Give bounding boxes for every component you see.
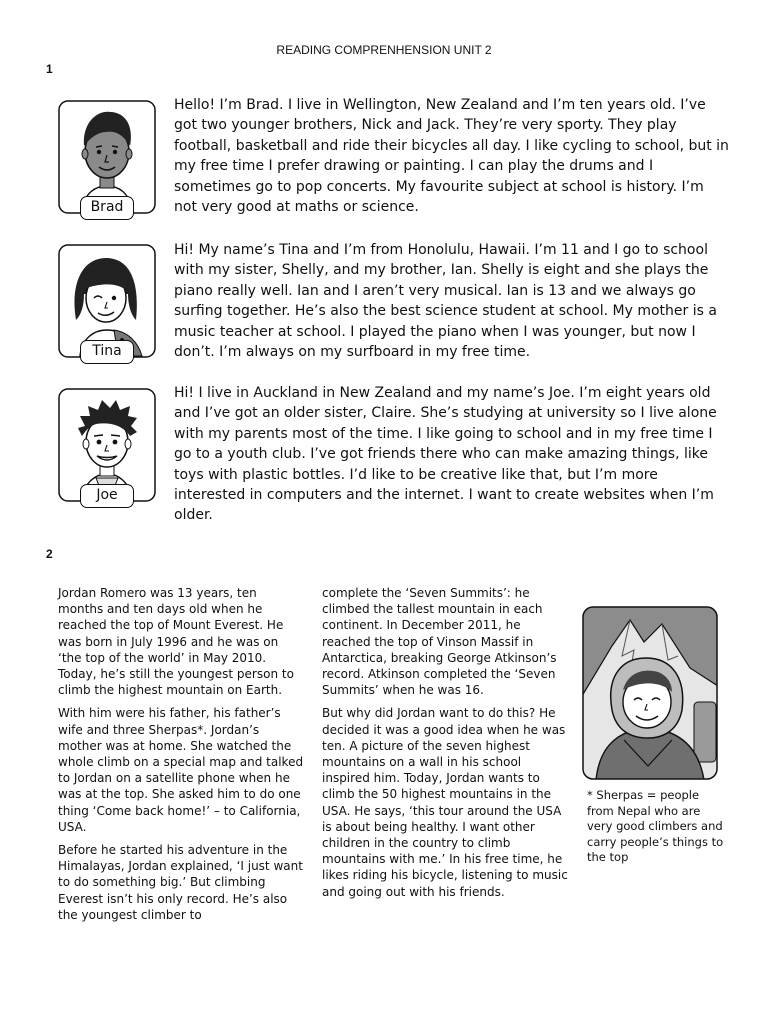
article-paragraph: But why did Jordan want to do this? He decided it was a good idea when he was ten. A picture of the seven highest mountains on a wall in his school inspired him. Today, Jordan wants to climb the 50 highest mountains in the USA. He says, ‘this tour around the USA is about being healthy. I want other children in the country to climb mountains with me.’ In his free time, he likes riding his bicycle, listening to music and going out with his friends. [322,706,568,899]
brad-portrait [58,100,156,214]
joe-portrait [58,388,156,502]
section-1-number: 1 [46,62,53,76]
article-paragraph: Jordan Romero was 13 years, ten months and ten days old when he reached the top of Mount Everest. He was born in July 1996 and he was on ‘the top of the world’ in May 2010. Today, he’s still the youngest person to climb the highest mountain on Earth. [58,586,294,698]
mountain-climber-icon [582,606,718,780]
article-paragraph: complete the ‘Seven Summits’: he climbed the tallest mountain in each continent. In December 2011, he reached the top of Vinson Massif in Antarctica, breaking George Atkinson’s record. Atkinson completed the ‘Seven Summits’ when he was 16. [322,586,557,698]
climber-illustration [582,606,718,780]
article-column-2 [322,585,572,907]
page-title: READING COMPRENHENSION UNIT 2 [276,43,492,57]
tina-portrait [58,244,156,358]
joe-text: Hi! I live in Auckland in New Zealand and my name’s Joe. I’m eight years old and I’ve got an older sister, Claire. She’s studying at university so I live alone with my parents most of the time. I like going to school and in my free time I go to a youth club. I’ve got friends there who can make amazing things, like toys with plastic bottles. I’d like to be creative like that, but I’m more interested in computers and the internet. I want to create websites when I’m older. [174,385,717,524]
section-2-number: 2 [46,547,53,561]
joe-name-tag: Joe [80,484,134,508]
article-column-1 [58,585,304,930]
article-paragraph: Before he started his adventure in the Himalayas, Jordan explained, ‘I just want to do something big.’ But climbing Everest isn’t his only record. He’s also the youngest climber to [58,843,303,922]
tina-text: Hi! My name’s Tina and I’m from Honolulu, Hawaii. I’m 11 and I go to school with my sister, Shelly, and my brother, Ian. Shelly is eight and she plays the piano really well. Ian and I aren’t very musical. Ian is 13 and we always go surfing together. He’s also the best science student at school. My mother is a music teacher at school. I played the piano when I was younger, but now I don’t. I’m always on my surfboard in my free time. [174,242,717,361]
brad-name-tag: Brad [80,196,134,220]
brad-text: Hello! I’m Brad. I live in Wellington, New Zealand and I’m ten years old. I’ve got two younger brothers, Nick and Jack. They’re very sporty. They play football, basketball and ride their bicycles all day. I like cycling to school, but in my free time I prefer drawing or painting. I can play the drums and I sometimes go to pop concerts. My favourite subject at school is history. I’m not very good at maths or science. [174,97,729,216]
tina-name-tag: Tina [80,340,134,364]
article-paragraph: With him were his father, his father’s wife and three Sherpas*. Jordan’s mother was at home. She watched the whole climb on a special map and talked to Jordan on a satellite phone when he was at the top. She asked him to do one thing ‘Come back home!’ – to California, USA. [58,706,304,834]
sherpa-footnote: * Sherpas = people from Nepal who are very good climbers and carry people’s things to the top [587,788,724,864]
